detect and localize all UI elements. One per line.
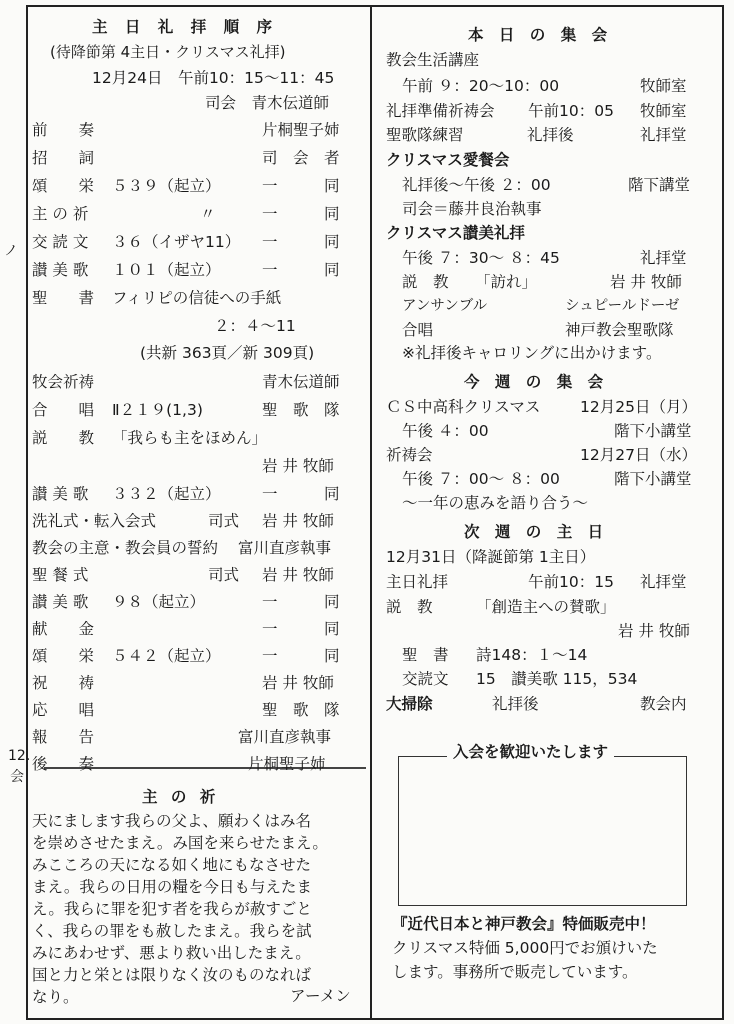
next-bible: 詩148：１〜14: [476, 646, 588, 664]
order-item: 主 の 祈: [32, 205, 89, 223]
caroling-note: ※礼拝後キャロリングに出かけます。: [402, 344, 662, 362]
order-who: 聖 歌 隊: [262, 401, 340, 419]
cleaning-label: 大掃除: [386, 695, 433, 713]
choir-practice: 聖歌隊練習: [386, 126, 464, 144]
next-preacher: 岩 井 牧師: [618, 622, 690, 640]
carol-sermon-label: 説 教: [402, 273, 449, 291]
margin-mark: 会: [10, 769, 24, 785]
order-who: 片桐聖子姉: [262, 121, 340, 139]
order-item: 説 教: [32, 429, 95, 447]
order-who: 一 同: [262, 647, 340, 665]
prayer-title: 主 の 祈: [142, 788, 220, 806]
class-place: 牧師室: [640, 77, 687, 95]
order-who: 一 同: [262, 233, 340, 251]
next-title: 次 週 の 主 日: [464, 523, 609, 541]
order-item: 聖 書: [32, 289, 95, 307]
pm-theme: 〜一年の恵みを語り合う〜: [402, 494, 589, 512]
ensemble-label: アンサンブル: [402, 298, 488, 314]
next-service-label: 主日礼拝: [386, 573, 449, 591]
order-detail: ３６（イザヤ11）: [112, 233, 241, 251]
welcome-box: [398, 756, 687, 906]
scripture-pages: (共新 363頁／新 309頁): [140, 344, 315, 362]
order-item: 教会の主意・教会員の誓約: [32, 539, 219, 557]
order-detail: ５４２（起立）: [112, 647, 221, 665]
order-detail: ５３９（起立）: [112, 177, 221, 195]
cleaning-who: 教会内: [640, 695, 687, 713]
prayer-line: なり。: [32, 988, 79, 1006]
order-item: 交 読 文: [32, 233, 89, 251]
order-item: 聖 餐 式: [32, 566, 89, 584]
prayer-meeting-place: 牧師室: [640, 102, 687, 120]
order-detail: 司式: [208, 566, 240, 584]
book-line-1: クリスマス特価 5,000円でお頒けいた: [392, 939, 658, 957]
order-who: 片桐聖子姉: [248, 755, 326, 773]
today-title: 本 日 の 集 会: [468, 26, 613, 44]
order-who: 司 会 者: [262, 149, 340, 167]
cs-date: 12月25日（月）: [580, 398, 697, 416]
cs-title: ＣＳ中高科クリスマス: [386, 398, 541, 416]
presider: 司会 青木伝道師: [205, 94, 330, 112]
carol-preacher: 岩 井 牧師: [610, 273, 682, 291]
next-reading-label: 交読文: [402, 670, 449, 688]
prayer-line: を崇めさせたまえ。み国を来らせたまえ。: [32, 834, 328, 852]
order-detail: ９８（起立）: [112, 593, 206, 611]
next-sermon-label: 説 教: [386, 598, 433, 616]
next-bible-label: 聖 書: [402, 646, 449, 664]
next-service-place: 礼拝堂: [640, 573, 687, 591]
prayer-line: 国と力と栄とは限りなく汝のものなれば: [32, 966, 312, 984]
column-divider: [370, 5, 372, 1020]
choir-time: 礼拝後: [527, 126, 574, 144]
cs-place: 階下小講堂: [614, 422, 692, 440]
order-who: 一 同: [262, 261, 340, 279]
order-detail: Ⅱ２１９(1,3): [112, 401, 203, 419]
order-detail: ３３２（起立）: [112, 485, 221, 503]
book-line-2: します。事務所で販売しています。: [392, 963, 638, 981]
order-who: 一 同: [262, 485, 340, 503]
pm-title: 祈祷会: [386, 446, 433, 464]
order-who: 一 同: [262, 593, 340, 611]
order-item: 洗礼式・転入会式: [32, 512, 157, 530]
next-date: 12月31日（降誕節第 1主日）: [386, 548, 596, 566]
carol-service-title: クリスマス讃美礼拝: [386, 224, 525, 242]
carol-sermon: 「訪れ」: [475, 273, 538, 291]
order-item: 招 詞: [32, 149, 95, 167]
order-detail: 〃: [200, 205, 216, 223]
welcome-title: 入会を歓迎いたします: [447, 742, 614, 762]
order-subtitle: (待降節第 4主日・クリスマス礼拝): [50, 43, 286, 61]
order-item: 合 唱: [32, 401, 95, 419]
order-title: 主 日 礼 拝 順 序: [92, 18, 278, 36]
order-item: 頌 栄: [32, 647, 95, 665]
order-who: 岩 井 牧師: [262, 566, 334, 584]
next-sermon: 「創造主への賛歌」: [476, 598, 616, 616]
service-datetime: 12月24日 午前10：15〜11：45: [92, 69, 335, 87]
class-title: 教会生活講座: [386, 51, 480, 69]
order-detail: フィリピの信徒への手紙: [112, 289, 282, 307]
cs-time: 午後 ４：00: [402, 422, 489, 440]
class-time: 午前 ９：20〜10：00: [402, 77, 560, 95]
prayer-line: え。我らに罪を犯す者を我らが赦すごと: [32, 900, 312, 918]
order-detail: 「我らも主をほめん」: [112, 429, 268, 447]
book-title: 『近代日本と神戸教会』特価販売中！: [392, 915, 656, 933]
next-service-time: 午前10：15: [528, 573, 614, 591]
order-item: 応 唱: [32, 701, 95, 719]
order-who: 一 同: [262, 177, 340, 195]
margin-mark: ノ: [4, 243, 18, 259]
week-title: 今 週 の 集 会: [464, 373, 609, 391]
pm-place: 階下小講堂: [614, 470, 692, 488]
order-who: 富川直彦執事: [238, 539, 332, 557]
order-who: 青木伝道師: [262, 373, 340, 391]
order-item: 牧会祈祷: [32, 373, 95, 391]
order-who: 一 同: [262, 620, 340, 638]
order-item: 頌 栄: [32, 177, 95, 195]
sermon-preacher: 岩 井 牧師: [262, 457, 334, 475]
dinner-place: 階下講堂: [628, 176, 691, 194]
prayer-line: 天にまします我らの父よ、願わくはみ名: [32, 812, 312, 830]
order-who: 岩 井 牧師: [262, 674, 334, 692]
order-item: 讃 美 歌: [32, 485, 89, 503]
next-reading: 15 讃美歌 115，534: [476, 670, 638, 688]
margin-mark: 12.: [8, 748, 31, 764]
order-detail: １０１（起立）: [112, 261, 221, 279]
order-who: 富川直彦執事: [238, 728, 332, 746]
order-item: 後 奏: [32, 755, 95, 773]
prayer-amen: アーメン: [290, 987, 351, 1005]
dinner-title: クリスマス愛餐会: [386, 151, 510, 169]
carol-place: 礼拝堂: [640, 249, 687, 267]
prayer-line: みにあわせず、悪より救い出したまえ。: [32, 944, 311, 962]
dinner-mc: 司会＝藤井良治執事: [402, 200, 542, 218]
prayer-meeting-time: 午前10：05: [528, 102, 614, 120]
order-who: 岩 井 牧師: [262, 512, 334, 530]
order-item: 報 告: [32, 728, 95, 746]
scripture-verse: ２：４〜11: [214, 317, 296, 335]
order-item: 献 金: [32, 620, 95, 638]
prayer-text: [32, 810, 352, 1008]
chorus-label: 合唱: [402, 321, 434, 339]
chorus: 神戸教会聖歌隊: [565, 321, 674, 339]
order-item: 祝 祷: [32, 674, 95, 692]
dinner-time: 礼拝後〜午後 ２：00: [402, 176, 551, 194]
prayer-meeting: 礼拝準備祈祷会: [386, 102, 495, 120]
prayer-line: みこころの天になる如く地にもなさせた: [32, 856, 312, 874]
choir-place: 礼拝堂: [640, 126, 687, 144]
ensemble: シュピールドーゼ: [565, 298, 680, 314]
carol-time: 午後 ７：30〜 ８：45: [402, 249, 560, 267]
pm-time: 午後 ７：00〜 ８：00: [402, 470, 560, 488]
order-who: 一 同: [262, 205, 340, 223]
prayer-line: く、我らの罪をも赦したまえ。我らを試: [32, 922, 312, 940]
order-item: 讃 美 歌: [32, 593, 89, 611]
order-item: 前 奏: [32, 121, 95, 139]
pm-date: 12月27日（水）: [580, 446, 697, 464]
order-detail: 司式: [208, 512, 240, 530]
order-who: 聖 歌 隊: [262, 701, 340, 719]
cleaning-time: 礼拝後: [492, 695, 539, 713]
prayer-line: まえ。我らの日用の糧を今日も与えたま: [32, 878, 312, 896]
order-item: 讃 美 歌: [32, 261, 89, 279]
